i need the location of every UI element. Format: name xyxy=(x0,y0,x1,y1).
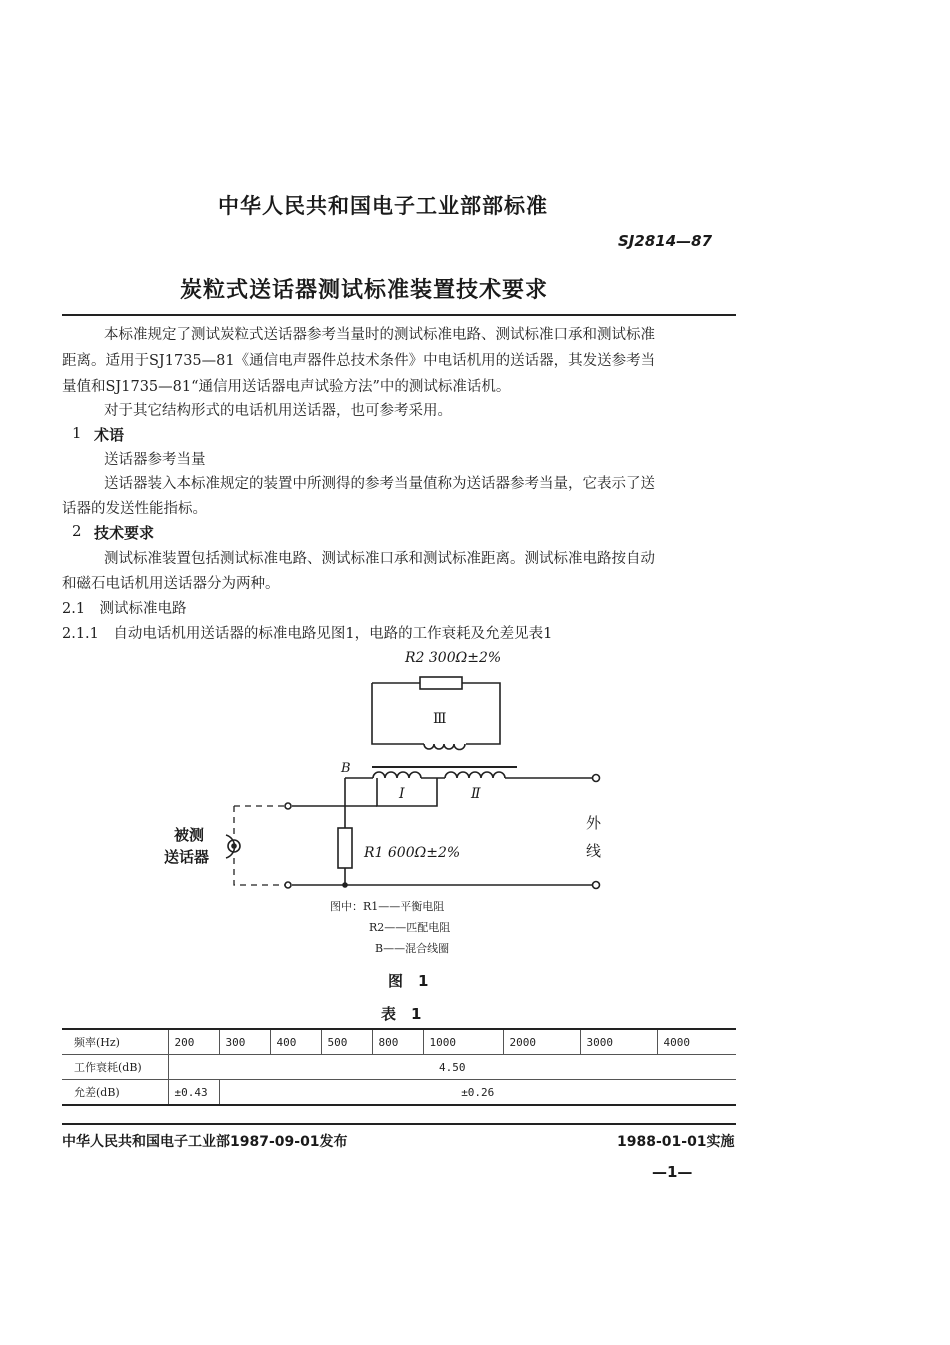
line-label-line-2: 线 xyxy=(586,842,602,860)
table-cell-freq: 800 xyxy=(372,1029,423,1055)
section-1-number: 1 xyxy=(72,424,82,442)
table-cell-freq: 400 xyxy=(270,1029,321,1055)
table-cell-freq: 3000 xyxy=(580,1029,657,1055)
mic-label-line-2: 送话器 xyxy=(164,848,210,866)
r2-resistor xyxy=(420,677,462,689)
coil-ii xyxy=(445,772,505,778)
section-2-number: 2 xyxy=(72,522,82,540)
r2-label: R2 300Ω±2% xyxy=(405,650,502,666)
term-definition-line-2: 话器的发送性能指标。 xyxy=(62,501,207,517)
coil-i xyxy=(373,772,421,778)
table-cell-freq: 200 xyxy=(168,1029,219,1055)
effective-date: 1988-01-01实施 xyxy=(617,1134,735,1150)
figure-legend-line-3: B——混合线圈 xyxy=(375,942,450,955)
table-header-frequency: 频率(Hz) xyxy=(62,1029,168,1055)
section-2-paragraph-line-2: 和磁石电话机用送话器分为两种。 xyxy=(62,576,280,592)
table-cell-freq: 500 xyxy=(321,1029,372,1055)
line-label-line-1: 外 xyxy=(586,814,602,832)
r1-resistor xyxy=(338,828,352,868)
intro-paragraph-line-1: 本标准规定了测试炭粒式送话器参考当量时的测试标准电路、测试标准口承和测试标准 xyxy=(104,327,655,343)
junction-bottom xyxy=(343,883,347,887)
section-2-1-heading: 2.1 测试标准电路 xyxy=(62,601,187,617)
intro-paragraph-line-3: 量值和SJ1735—81“通信用送话器电声试验方法”中的测试标准话机。 xyxy=(62,379,511,395)
table-row-frequency xyxy=(62,1029,736,1055)
figure-caption: 图 1 xyxy=(388,972,429,990)
table-cell-freq: 1000 xyxy=(423,1029,503,1055)
table-cell-tolerance-first: ±0.43 xyxy=(168,1080,219,1106)
section-2-1-1-heading: 2.1.1 自动电话机用送话器的标准电路见图1，电路的工作衰耗及允差见表1 xyxy=(62,626,553,642)
intro-paragraph-line-2: 距离。适用于SJ1735—81《通信电声器件总技术条件》中电话机用的送话器，其发送参考当 xyxy=(62,353,656,369)
figure-legend-line-1: 图中：R1——平衡电阻 xyxy=(330,900,445,913)
intro-paragraph-2: 对于其它结构形式的电话机用送话器，也可参考采用。 xyxy=(104,403,452,419)
table-cell-tolerance-rest: ±0.26 xyxy=(219,1080,736,1106)
section-2-title: 技术要求 xyxy=(94,524,155,542)
term-name: 送话器参考当量 xyxy=(104,452,206,468)
publish-date: 中华人民共和国电子工业部1987-09-01发布 xyxy=(62,1134,348,1150)
coil-i-loop xyxy=(377,778,437,806)
document-title: 炭粒式送话器测试标准装置技术要求 xyxy=(180,278,549,303)
terminal-left-bottom xyxy=(285,882,291,888)
coil-iii-label: Ⅲ xyxy=(433,711,447,727)
node-b-label: B xyxy=(341,761,351,776)
mic-dashed-leads xyxy=(234,806,285,885)
table-caption: 表 1 xyxy=(381,1005,422,1023)
figure-legend-line-2: R2——匹配电阻 xyxy=(369,921,451,934)
coil-i-label: Ⅰ xyxy=(399,786,405,802)
table-row-attenuation xyxy=(62,1055,736,1080)
coil-iii xyxy=(424,744,465,750)
table-cell-freq: 4000 xyxy=(657,1029,736,1055)
coil-ii-label: Ⅱ xyxy=(471,786,481,802)
microphone-icon xyxy=(226,835,240,858)
terminal-right-top xyxy=(593,775,600,782)
term-definition-line-1: 送话器装入本标准规定的装置中所测得的参考当量值称为送话器参考当量，它表示了送 xyxy=(104,476,655,492)
table-cell-freq: 300 xyxy=(219,1029,270,1055)
mic-label-line-1: 被测 xyxy=(174,826,205,844)
table-header-attenuation: 工作衰耗(dB) xyxy=(74,1061,142,1074)
table-row-tolerance xyxy=(62,1080,736,1106)
table-cell-freq: 2000 xyxy=(503,1029,580,1055)
table-cell-attenuation: 4.50 xyxy=(168,1055,736,1080)
attenuation-table xyxy=(62,1028,736,1106)
standard-code: SJ2814—87 xyxy=(618,232,713,250)
section-1-title: 术语 xyxy=(94,426,125,444)
footer-rule xyxy=(62,1123,736,1125)
standard-org-title: 中华人民共和国电子工业部部标准 xyxy=(218,194,548,218)
title-rule xyxy=(62,314,736,316)
terminal-left-top xyxy=(285,803,291,809)
terminal-right-bottom xyxy=(593,882,600,889)
page-number: —1— xyxy=(652,1163,693,1181)
table-header-tolerance: 允差(dB) xyxy=(74,1086,120,1099)
r1-label: R1 600Ω±2% xyxy=(364,845,461,861)
section-2-paragraph-line-1: 测试标准装置包括测试标准电路、测试标准口承和测试标准距离。测试标准电路按自动 xyxy=(104,551,655,567)
circuit-diagram xyxy=(0,640,950,930)
